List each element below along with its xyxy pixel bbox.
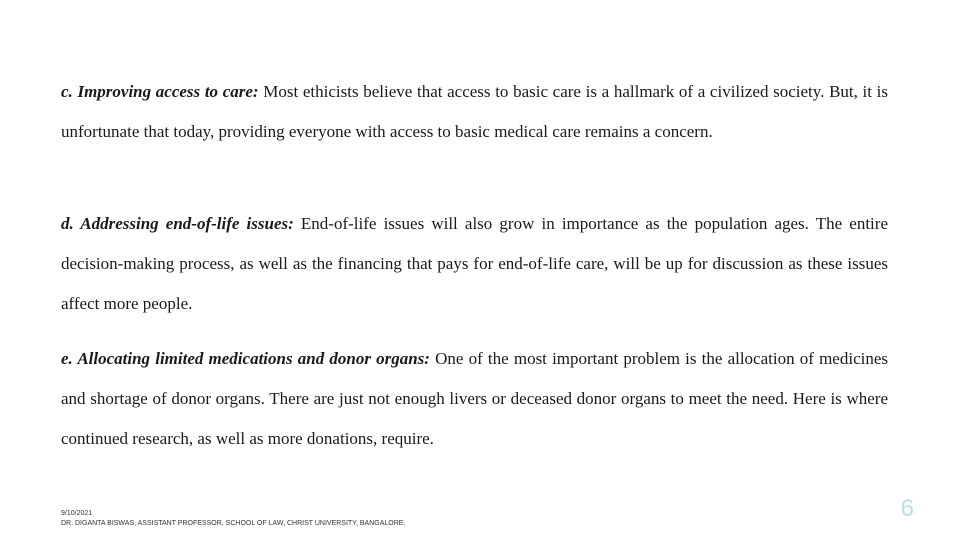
paragraph-body: End-of-life issues will also grow in importance as the population ages. The entire decision-making process, as well as the financing that pays for end-of-life care, will be up for discussion as these issues affect more people. bbox=[61, 214, 888, 313]
paragraph-heading: c. Improving access to care: bbox=[61, 82, 259, 101]
paragraph-heading: e. Allocating limited medications and donor organs: bbox=[61, 349, 430, 368]
footer-date: 9/10/2021 bbox=[61, 510, 93, 517]
paragraph-allocating-medications bbox=[61, 339, 888, 459]
page-number: 6 bbox=[900, 495, 914, 522]
paragraph-body: Most ethicists believe that access to basic care is a hallmark of a civilized society. But, it is unfortunate that today, providing everyone with access to basic medical care remains a concern. bbox=[61, 82, 888, 141]
paragraph-end-of-life bbox=[61, 204, 888, 324]
footer-author: DR. DIGANTA BISWAS, ASSISTANT PROFESSOR, SCHOOL OF LAW, CHRIST UNIVERSITY, BANGALORE. bbox=[61, 520, 406, 527]
footer bbox=[61, 509, 405, 529]
paragraph-body: One of the most important problem is the allocation of medicines and shortage of donor organs. There are just not enough livers or deceased donor organs to meet the need. Here is where continued research, as well as more donations, require. bbox=[61, 349, 888, 448]
paragraph-heading: d. Addressing end-of-life issues: bbox=[61, 214, 294, 233]
paragraph-improving-access bbox=[61, 72, 888, 152]
